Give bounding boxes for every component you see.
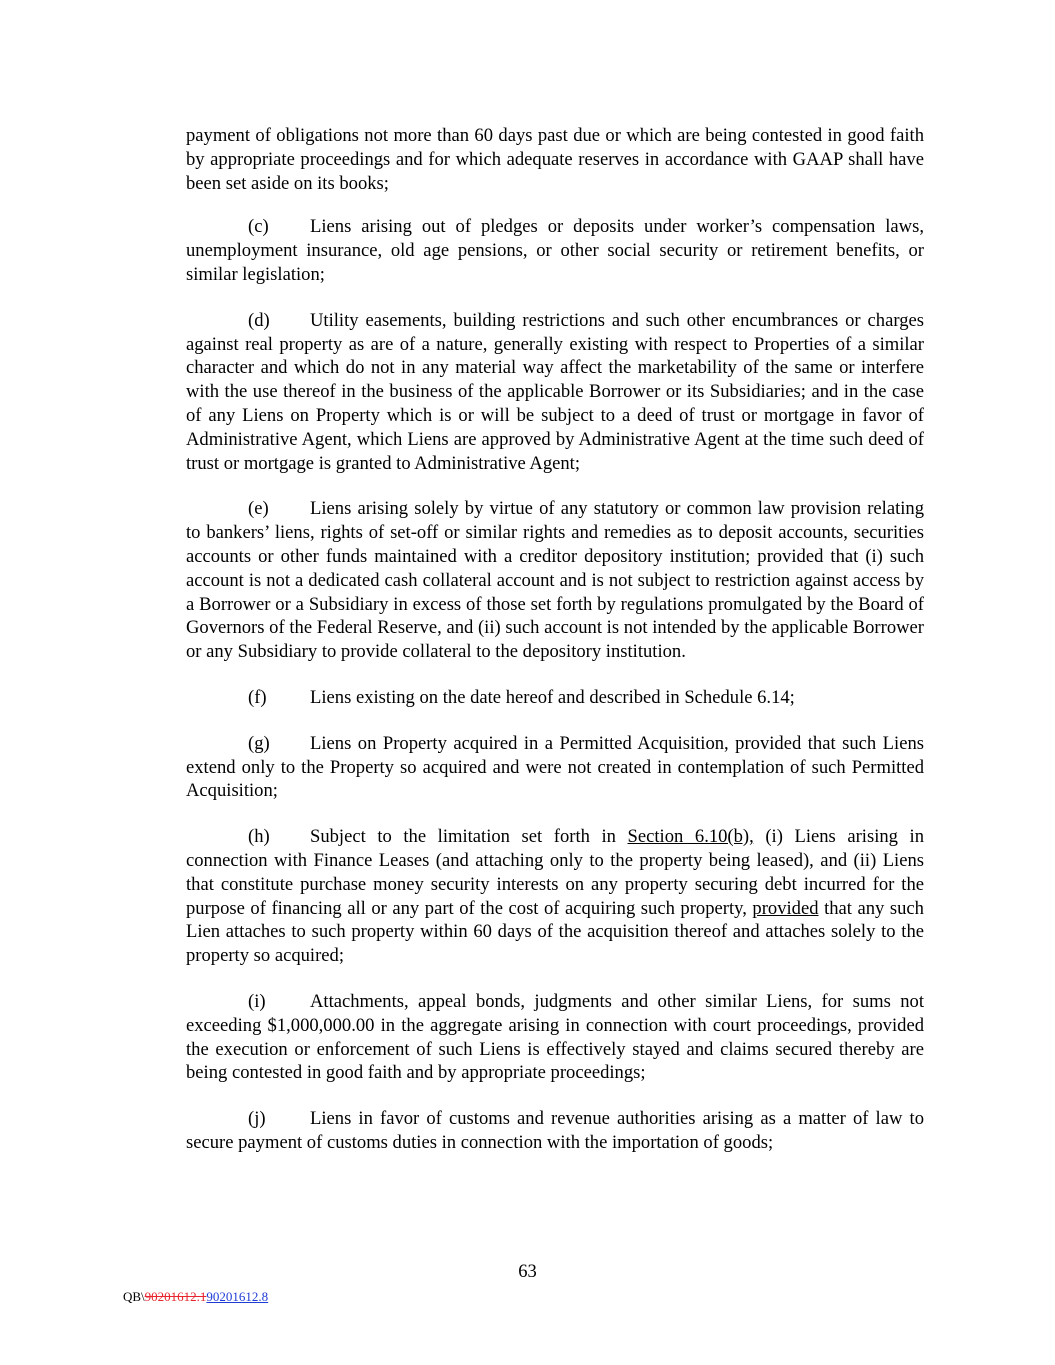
clause-label: (c) — [248, 216, 269, 238]
clause-text-part-2: (i) Liens arising in connection with Finance Leases (and attaching only to the property being leased), and (ii) Liens that constitute purchase money security interests on any property securing debt incurred for the purpose of financing all or any part of the cost of acquiring such property, — [186, 826, 924, 919]
clause-label: (i) — [248, 990, 266, 1012]
clause-text-part-3: that any such Lien attaches to such property within 60 days of the acquisition thereof and attaches solely to the property so acquired; — [186, 897, 924, 967]
clause-label: (j) — [248, 1108, 266, 1130]
deleted-doc-id: 90201612.1 — [144, 1289, 207, 1304]
clause-h — [186, 825, 924, 968]
inserted-doc-id[interactable]: 90201612.8 — [206, 1289, 269, 1304]
clause-text: Liens in favor of customs and revenue authorities arising as a matter of law to secure payment of customs duties in connection with the importation of goods; — [186, 1108, 924, 1153]
document-body — [186, 124, 924, 1177]
clause-label: (f) — [248, 686, 267, 708]
clause-f — [186, 686, 924, 710]
clause-j — [186, 1107, 924, 1155]
clause-text: Liens arising out of pledges or deposits under worker’s compensation laws, unemployment insurance, old age pensions, or other social security or retirement benefits, or similar legislation; — [186, 216, 924, 285]
clause-d — [186, 309, 924, 476]
clause-text: Utility easements, building restrictions and such other encumbrances or charges against real property as are of a nature, generally existing with respect to Properties of a similar character and which do not in any material way affect the marketability of the same or interfere with the use thereof in the business of the applicable Borrower or its Subsidiaries; and in the case of any Liens on Property which is or will be subject to a deed of trust or mortgage in favor of Administrative Agent, which Liens are approved by Administrative Agent at the time such deed of trust or mortgage is granted to Administrative Agent; — [186, 309, 924, 474]
clause-text-part-1: Subject to the limitation set forth in — [310, 826, 616, 848]
clause-text: Liens existing on the date hereof and described in Schedule 6.14; — [310, 686, 795, 708]
clause-e — [186, 497, 924, 664]
provided-term: provided — [752, 897, 819, 919]
clause-label: (d) — [248, 309, 270, 331]
page-number: 63 — [518, 1261, 537, 1282]
clause-text: Attachments, appeal bonds, judgments and other similar Liens, for sums not exceeding $1,000,000.00 in the aggregate arising in connection with court proceedings, provided the execution or enforcement of such Liens is effectively stayed and claims secured thereby are being contested in good faith and by appropriate proceedings; — [186, 990, 924, 1084]
clause-text: Liens arising solely by virtue of any statutory or common law provision relating to bankers’ liens, rights of set-off or similar rights and remedies as to deposit accounts, securities accounts or other funds maintained with a creditor depository institution; provided that (i) such account is not a dedicated cash collateral account and is not subject to restriction against access by a Borrower or a Subsidiary in excess of those set forth by regulations promulgated by the Board of Governors of the Federal Reserve, and (ii) such account is not intended by the applicable Borrower or any Subsidiary to provide collateral to the depository institution. — [186, 498, 924, 663]
clause-text: Liens on Property acquired in a Permitted Acquisition, provided that such Liens extend only to the Property so acquired and were not created in contemplation of such Permitted Acquisition; — [186, 732, 924, 802]
clause-c — [186, 215, 924, 286]
clause-label: (e) — [248, 498, 269, 520]
continuation-paragraph: payment of obligations not more than 60 days past due or which are being contested in good faith by appropriate proceedings and for which adequate reserves in accordance with GAAP shall have been set aside on its books; — [186, 125, 924, 194]
clause-label: (h) — [248, 826, 270, 848]
clause-g — [186, 732, 924, 803]
document-id-footer — [123, 1289, 268, 1305]
doc-prefix: QB\ — [123, 1289, 145, 1304]
clause-label: (g) — [248, 732, 270, 754]
clause-i — [186, 990, 924, 1085]
section-reference-link[interactable]: Section 6.10(b), — [627, 826, 754, 848]
